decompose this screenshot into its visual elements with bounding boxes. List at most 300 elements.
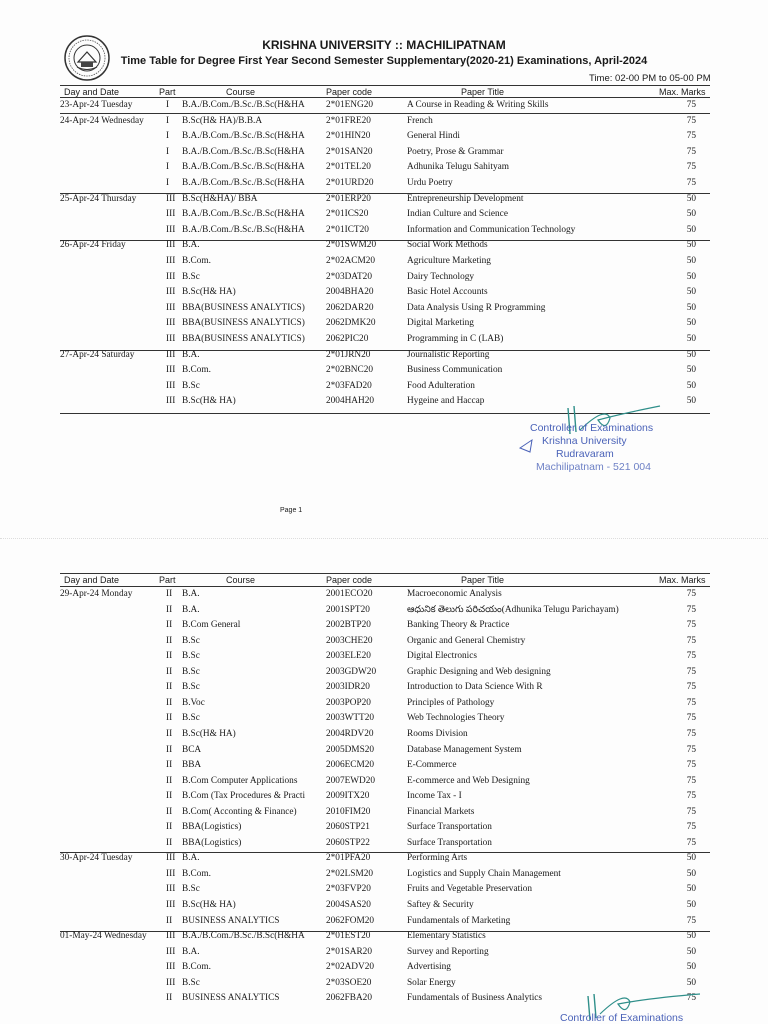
table-row: [60, 618, 710, 634]
cell-title: Elementary Statistics: [407, 931, 486, 942]
cell-marks: 50: [686, 209, 696, 220]
cell-code: 2062DAR20: [326, 302, 374, 313]
cell-course: BBA(Logistics): [182, 822, 242, 833]
table-row: [60, 867, 710, 883]
cell-code: 2060STP21: [326, 822, 370, 833]
cell-marks: 50: [686, 977, 696, 988]
col-day: Day and Date: [64, 87, 120, 97]
cell-code: 2001ECO20: [326, 589, 373, 599]
cell-code: 2001SPT20: [326, 604, 370, 615]
cell-course: B.A.: [182, 853, 200, 864]
cell-code: 2*01ICS20: [326, 209, 369, 220]
cell-part: II: [166, 822, 173, 833]
cell-course: B.A./B.Com./B.Sc./B.Sc(H&HA: [182, 146, 305, 157]
cell-code: 2004SAS20: [326, 900, 371, 910]
table-row: [60, 114, 710, 130]
cell-marks: 50: [686, 318, 696, 329]
cell-code: 2010FIM20: [326, 806, 371, 817]
cell-title: Performing Arts: [407, 853, 468, 864]
cell-marks: 75: [686, 604, 696, 615]
cell-day: 24-Apr-24 Wednesday: [60, 115, 144, 126]
cell-marks: 75: [686, 635, 696, 646]
cell-part: III: [166, 884, 176, 895]
cell-part: III: [166, 224, 176, 235]
cell-code: 2*01FRE20: [326, 115, 371, 126]
cell-part: III: [166, 396, 176, 407]
cell-title: Information and Communication Technology: [407, 224, 576, 235]
cell-course: B.A./B.Com./B.Sc./B.Sc(H&HA: [182, 100, 305, 110]
table-row: [60, 332, 710, 348]
cell-part: III: [166, 287, 176, 298]
cell-code: 2*01ERP20: [326, 193, 371, 204]
cell-code: 2003GDW20: [326, 666, 377, 677]
cell-part: III: [166, 962, 176, 973]
table-row: [60, 223, 710, 239]
table-row: [60, 929, 710, 945]
table-row: [60, 820, 710, 836]
table-row: [60, 285, 710, 301]
cell-part: II: [166, 620, 173, 631]
cell-title: Urdu Poetry: [407, 178, 453, 188]
cell-part: II: [166, 682, 173, 693]
cell-course: B.Sc: [182, 271, 200, 282]
cell-part: II: [166, 744, 173, 755]
cell-code: 2006ECM20: [326, 760, 375, 771]
col-part: Part: [159, 575, 176, 585]
cell-code: 2062FBA20: [326, 993, 372, 1004]
table-row: [60, 160, 710, 176]
cell-code: 2062DMK20: [326, 318, 376, 329]
cell-code: 2*02ACM20: [326, 256, 376, 266]
cell-part: III: [166, 946, 176, 957]
table-row: [60, 192, 710, 208]
cell-marks: 50: [686, 287, 696, 298]
cell-marks: 75: [686, 993, 696, 1004]
cell-course: B.A./B.Com./B.Sc./B.Sc(H&HA: [182, 178, 305, 188]
cell-marks: 75: [686, 146, 696, 157]
col-code: Paper code: [326, 87, 373, 97]
stamp-line-4: Machilipatnam - 521 004: [536, 461, 651, 473]
cell-part: I: [166, 178, 170, 188]
table-row: [60, 774, 710, 790]
page-number: Page 1: [280, 507, 303, 514]
cell-part: III: [166, 318, 176, 329]
cell-title: Entrepreneurship Development: [407, 193, 524, 204]
cell-code: 2*01SAN20: [326, 146, 373, 157]
cell-part: II: [166, 915, 173, 926]
cell-title: General Hindi: [407, 131, 460, 142]
cell-title: Graphic Designing and Web designing: [407, 666, 551, 677]
cell-marks: 50: [686, 256, 696, 266]
cell-title: Banking Theory & Practice: [407, 620, 510, 631]
cell-marks: 50: [686, 224, 696, 235]
cell-course: BBA(BUSINESS ANALYTICS): [182, 334, 305, 344]
cell-part: II: [166, 806, 173, 817]
cell-title: Organic and General Chemistry: [407, 635, 526, 646]
cell-course: B.Sc: [182, 884, 200, 895]
cell-course: B.Sc(H& HA): [182, 287, 236, 298]
cell-course: B.Sc: [182, 713, 200, 724]
cell-title: Survey and Reporting: [407, 946, 489, 957]
cell-title: Adhunika Telugu Sahityam: [407, 162, 509, 173]
cell-marks: 50: [686, 302, 696, 313]
table-row: [60, 603, 710, 619]
cell-code: 2060STP22: [326, 837, 370, 848]
cell-code: 2*03SOE20: [326, 977, 372, 988]
cell-course: B.Sc(H& HA): [182, 900, 236, 910]
cell-code: 2005DMS20: [326, 744, 375, 755]
cell-code: 2*03DAT20: [326, 271, 372, 282]
cell-code: 2*02BNC20: [326, 365, 374, 376]
cell-course: B.A./B.Com./B.Sc./B.Sc(H&HA: [182, 162, 305, 173]
cell-part: II: [166, 666, 173, 677]
cell-part: III: [166, 380, 176, 391]
cell-course: B.Sc: [182, 682, 200, 693]
cell-code: 2003ELE20: [326, 651, 371, 662]
cell-code: 2*01JRN20: [326, 349, 371, 360]
cell-course: B.Voc: [182, 697, 205, 708]
header-rule-top: [60, 573, 710, 574]
cell-title: E-Commerce: [407, 760, 457, 771]
cell-marks: 75: [686, 915, 696, 926]
table-row: [60, 363, 710, 379]
cell-part: III: [166, 977, 176, 988]
table-row: [60, 665, 710, 681]
cell-title: French: [407, 115, 433, 126]
cell-code: 2009ITX20: [326, 791, 370, 802]
cell-part: II: [166, 713, 173, 724]
cell-course: B.A./B.Com./B.Sc./B.Sc(H&HA: [182, 131, 305, 142]
cell-code: 2*03FVP20: [326, 884, 371, 895]
cell-course: B.A.: [182, 589, 200, 599]
cell-course: B.Sc: [182, 666, 200, 677]
cell-day: 30-Apr-24 Tuesday: [60, 853, 133, 864]
cell-part: II: [166, 837, 173, 848]
cell-marks: 50: [686, 962, 696, 973]
cell-course: B.Com Computer Applications: [182, 775, 298, 786]
cell-course: BBA: [182, 760, 202, 771]
col-code: Paper code: [326, 575, 373, 585]
cell-marks: 50: [686, 365, 696, 376]
cell-code: 2*02LSM20: [326, 868, 374, 879]
cell-day: 26-Apr-24 Friday: [60, 240, 126, 251]
cell-marks: 50: [686, 334, 696, 344]
cell-title: Logistics and Supply Chain Management: [407, 868, 561, 879]
cell-part: II: [166, 635, 173, 646]
cell-course: B.Com General: [182, 620, 241, 631]
cell-code: 2003WTT20: [326, 713, 375, 724]
table-row: [60, 145, 710, 161]
cell-course: B.Sc: [182, 380, 200, 391]
table-row: [60, 348, 710, 364]
cell-course: B.Sc: [182, 651, 200, 662]
cell-title: Digital Electronics: [407, 651, 477, 662]
table-row: [60, 587, 710, 603]
cell-marks: 75: [686, 178, 696, 188]
table-row: [60, 238, 710, 254]
cell-marks: 75: [686, 713, 696, 724]
cell-marks: 75: [686, 100, 696, 110]
exam-title: Time Table for Degree First Year Second Semester Supplementary(2020-21) Examinations, April-2024: [120, 55, 648, 67]
cell-title: Fruits and Vegetable Preservation: [407, 884, 533, 895]
cell-part: II: [166, 651, 173, 662]
cell-marks: 75: [686, 697, 696, 708]
table-row: [60, 960, 710, 976]
cell-code: 2*01SAR20: [326, 946, 372, 957]
table-row: [60, 945, 710, 961]
table-row: [60, 914, 710, 930]
col-title: Paper Title: [461, 87, 505, 97]
cell-marks: 50: [686, 931, 696, 942]
table-row: [60, 805, 710, 821]
table-row: [60, 207, 710, 223]
cell-marks: 50: [686, 900, 696, 910]
cell-course: B.A./B.Com./B.Sc./B.Sc(H&HA: [182, 209, 305, 220]
cell-marks: 75: [686, 775, 696, 786]
cell-part: III: [166, 931, 176, 942]
cell-course: BBA(BUSINESS ANALYTICS): [182, 318, 305, 329]
cell-part: III: [166, 302, 176, 313]
cell-part: I: [166, 131, 170, 142]
cell-code: 2*01PFA20: [326, 853, 371, 864]
cell-code: 2062PIC20: [326, 334, 369, 344]
cell-part: III: [166, 334, 176, 344]
table-row: [60, 711, 710, 727]
cell-title: Journalistic Reporting: [407, 349, 490, 360]
table-row: [60, 634, 710, 650]
cell-part: I: [166, 146, 170, 157]
cell-course: B.A.: [182, 604, 200, 615]
cell-title: Principles of Pathology: [407, 697, 495, 708]
cell-title: Business Communication: [407, 365, 503, 376]
col-course: Course: [226, 87, 256, 97]
table-row: [60, 680, 710, 696]
table-row: [60, 789, 710, 805]
cell-part: III: [166, 349, 176, 360]
cell-title: Social Work Methods: [407, 240, 488, 251]
cell-marks: 50: [686, 193, 696, 204]
table-row: [60, 758, 710, 774]
table-row: [60, 696, 710, 712]
cell-code: 2002BTP20: [326, 620, 371, 631]
cell-course: B.A.: [182, 349, 200, 360]
table-row: [60, 301, 710, 317]
cell-part: I: [166, 162, 170, 173]
cell-marks: 75: [686, 822, 696, 833]
cell-marks: 75: [686, 589, 696, 599]
cell-code: 2003IDR20: [326, 682, 370, 693]
cell-part: II: [166, 728, 173, 739]
cell-course: B.A./B.Com./B.Sc./B.Sc(H&HA: [182, 224, 305, 235]
col-course: Course: [226, 575, 256, 585]
cell-title: Saftey & Security: [407, 900, 474, 910]
cell-title: Agriculture Marketing: [407, 256, 491, 266]
cell-title: Introduction to Data Science With R: [407, 682, 543, 693]
cell-course: B.Sc(H&HA)/ BBA: [182, 193, 258, 204]
cell-marks: 75: [686, 760, 696, 771]
table-row: [60, 98, 710, 114]
table-row: [60, 176, 710, 192]
cell-title: Database Management System: [407, 744, 522, 755]
table-row: [60, 649, 710, 665]
cell-course: BBA(Logistics): [182, 837, 242, 848]
cell-code: 2062FOM20: [326, 915, 375, 926]
cell-part: II: [166, 697, 173, 708]
cell-part: III: [166, 365, 176, 376]
table-row: [60, 129, 710, 145]
table-row: [60, 976, 710, 992]
cell-marks: 75: [686, 666, 696, 677]
cell-day: 01-May-24 Wednesday: [60, 931, 147, 942]
cell-title: Poetry, Prose & Grammar: [407, 146, 504, 157]
col-marks: Max. Marks: [659, 575, 706, 585]
cell-code: 2*01ICT20: [326, 224, 369, 235]
cell-title: Surface Transportation: [407, 822, 492, 833]
cell-code: 2004HAH20: [326, 396, 375, 407]
cell-marks: 75: [686, 728, 696, 739]
cell-day: 27-Apr-24 Saturday: [60, 349, 135, 360]
cell-title: Macroeconomic Analysis: [407, 589, 502, 599]
cell-title: Income Tax - I: [407, 791, 462, 802]
cell-title: Indian Culture and Science: [407, 209, 508, 220]
cell-title: ఆధునిక తెలుగు పరిచయం(Adhunika Telugu Parichayam): [407, 604, 619, 615]
cell-code: 2004BHA20: [326, 287, 374, 298]
cell-course: BUSINESS ANALYTICS: [182, 993, 280, 1004]
cell-course: B.Sc: [182, 635, 200, 646]
cell-marks: 50: [686, 946, 696, 957]
table-row: [60, 743, 710, 759]
cell-marks: 75: [686, 651, 696, 662]
cell-code: 2*02ADV20: [326, 962, 375, 973]
cell-title: Web Technologies Theory: [407, 713, 505, 724]
cell-marks: 75: [686, 744, 696, 755]
cell-title: Fundamentals of Marketing: [407, 915, 511, 926]
cell-code: 2*03FAD20: [326, 380, 372, 391]
cell-part: I: [166, 115, 170, 126]
cell-course: BUSINESS ANALYTICS: [182, 915, 280, 926]
cell-marks: 50: [686, 884, 696, 895]
cell-title: Fundamentals of Business Analytics: [407, 993, 543, 1004]
cell-part: II: [166, 993, 173, 1004]
cell-part: III: [166, 868, 176, 879]
cell-title: Basic Hotel Accounts: [407, 287, 488, 298]
cell-title: Dairy Technology: [407, 271, 475, 282]
cell-course: B.A.: [182, 240, 200, 251]
cell-course: BBA(BUSINESS ANALYTICS): [182, 302, 305, 313]
cell-code: 2*01TEL20: [326, 162, 371, 173]
cell-part: III: [166, 271, 176, 282]
cell-marks: 50: [686, 853, 696, 864]
table-row: [60, 727, 710, 743]
cell-marks: 75: [686, 162, 696, 173]
cell-part: III: [166, 209, 176, 220]
col-day: Day and Date: [64, 575, 120, 585]
cell-code: 2*01ENG20: [326, 100, 373, 110]
cell-course: B.Com.: [182, 365, 211, 376]
table-row: [60, 898, 710, 914]
table-row: [60, 836, 710, 852]
cell-code: 2003POP20: [326, 697, 371, 708]
cell-code: 2*01EST20: [326, 931, 371, 942]
cell-part: III: [166, 853, 176, 864]
cell-code: 2*01SWM20: [326, 240, 377, 251]
cell-marks: 75: [686, 115, 696, 126]
col-title: Paper Title: [461, 575, 505, 585]
cell-title: Advertising: [407, 962, 451, 973]
cell-part: II: [166, 604, 173, 615]
cell-course: B.Com.: [182, 962, 211, 973]
stamp-line-1: Controller of Examinations: [530, 422, 654, 434]
cell-marks: 75: [686, 806, 696, 817]
cell-title: E-commerce and Web Designing: [407, 775, 530, 786]
cell-day: 29-Apr-24 Monday: [60, 589, 133, 599]
cell-part: III: [166, 900, 176, 910]
cell-marks: 75: [686, 131, 696, 142]
cell-course: B.Sc(H& HA): [182, 728, 236, 739]
table-row: [60, 882, 710, 898]
cell-title: Programming in C (LAB): [407, 334, 504, 344]
cell-course: B.Com.: [182, 868, 211, 879]
cell-course: B.A./B.Com./B.Sc./B.Sc(H&HA: [182, 931, 305, 942]
cell-course: B.Com( Acconting & Finance): [182, 806, 297, 817]
controller-stamp: [510, 404, 680, 474]
cell-title: Hygeine and Haccap: [407, 396, 485, 407]
cell-course: BCA: [182, 744, 202, 755]
cell-course: B.Sc(H& HA)/B.B.A: [182, 115, 263, 126]
cell-part: I: [166, 100, 170, 110]
cell-part: II: [166, 791, 173, 802]
cell-title: A Course in Reading & Writing Skills: [407, 100, 549, 110]
cell-marks: 75: [686, 620, 696, 631]
cell-title: Financial Markets: [407, 806, 475, 817]
cell-part: II: [166, 760, 173, 771]
exam-time: Time: 02-00 PM to 05-00 PM: [589, 73, 711, 84]
cell-course: B.A.: [182, 946, 200, 957]
table-row: [60, 254, 710, 270]
cell-title: Solar Energy: [407, 977, 456, 988]
cell-title: Surface Transportation: [407, 837, 492, 848]
stamp-bottom: Controller of Examinations: [560, 1012, 684, 1024]
cell-marks: 75: [686, 837, 696, 848]
cell-code: 2*01HIN20: [326, 131, 371, 142]
cell-part: III: [166, 193, 176, 204]
cell-title: Food Adulteration: [407, 380, 475, 391]
cell-marks: 50: [686, 380, 696, 391]
cell-code: 2*01URD20: [326, 178, 374, 188]
cell-day: 23-Apr-24 Tuesday: [60, 100, 133, 110]
cell-marks: 50: [686, 271, 696, 282]
table-row: [60, 851, 710, 867]
cell-marks: 50: [686, 868, 696, 879]
university-title: KRISHNA UNIVERSITY :: MACHILIPATNAM: [262, 38, 506, 52]
cell-marks: 75: [686, 791, 696, 802]
stamp-line-2: Krishna University: [542, 435, 627, 447]
table-row: [60, 316, 710, 332]
table-row: [60, 270, 710, 286]
table-row: [60, 379, 710, 395]
cell-marks: 75: [686, 682, 696, 693]
cell-course: B.Com.: [182, 256, 211, 266]
cell-part: II: [166, 775, 173, 786]
page-break: [0, 538, 768, 539]
cell-course: B.Com (Tax Procedures & Practi: [182, 791, 306, 802]
cell-marks: 50: [686, 349, 696, 360]
cell-marks: 50: [686, 396, 696, 407]
col-marks: Max. Marks: [659, 87, 706, 97]
cell-code: 2004RDV20: [326, 728, 374, 739]
cell-title: Data Analysis Using R Programming: [407, 302, 546, 313]
cell-part: III: [166, 256, 176, 266]
